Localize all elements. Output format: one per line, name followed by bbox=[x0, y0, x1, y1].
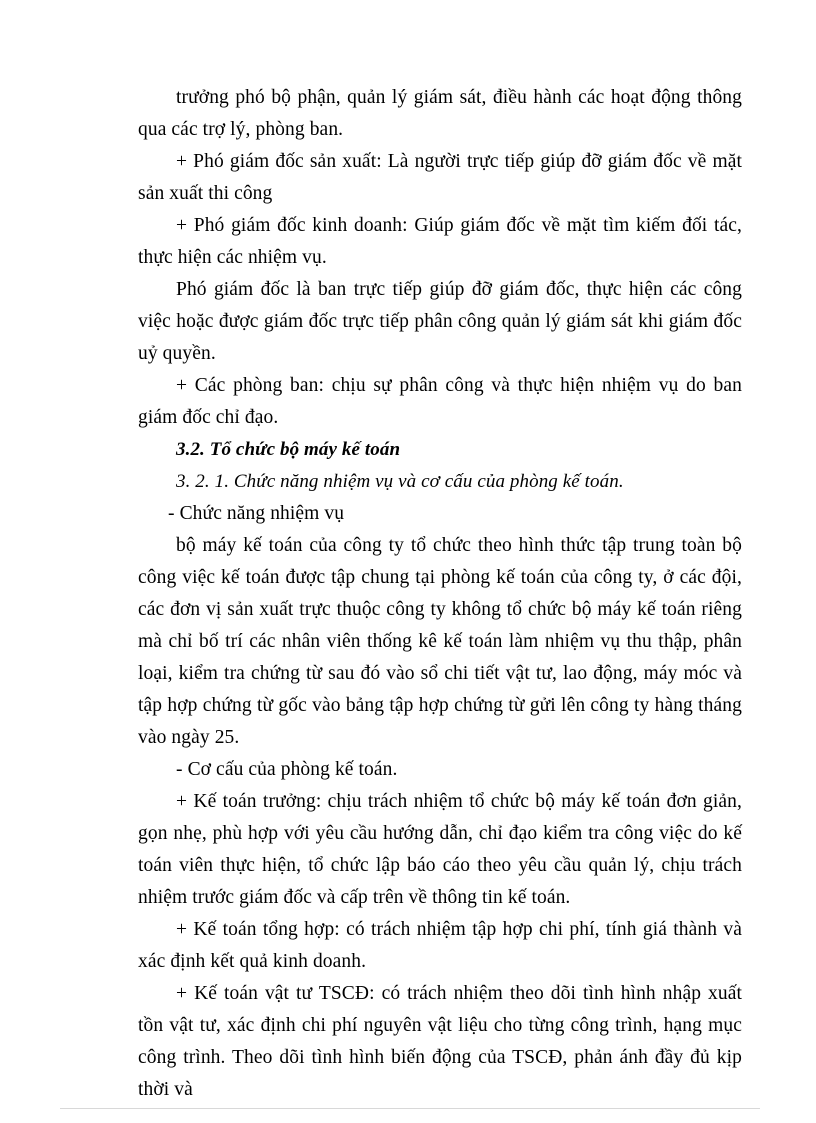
footer-divider bbox=[60, 1108, 760, 1109]
section-heading-3-2: 3.2. Tổ chức bộ máy kế toán bbox=[176, 439, 401, 460]
subsection-heading-3-2-1: 3. 2. 1. Chức năng nhiệm vụ và cơ cấu của phòng kế toán. bbox=[176, 471, 624, 492]
paragraph-deputy-role: Phó giám đốc là ban trực tiếp giúp đỡ giám đốc, thực hiện các công việc hoặc được giám đốc trực tiếp phân công quản lý giám sát khi giám đốc uỷ quyền. bbox=[138, 279, 742, 364]
list-item-functions-duties: - Chức năng nhiệm vụ bbox=[168, 503, 345, 524]
paragraph-general-accountant: + Kế toán tổng hợp: có trách nhiệm tập hợp chi phí, tính giá thành và xác định kết quả kinh doanh. bbox=[138, 919, 742, 972]
document-body bbox=[138, 82, 742, 1106]
paragraph-chief-accountant: + Kế toán trưởng: chịu trách nhiệm tổ chức bộ máy kế toán đơn giản, gọn nhẹ, phù hợp với yêu cầu hướng dẫn, chỉ đạo kiểm tra công việc do kế toán viên thực hiện, tổ chức lập báo cáo theo yêu cầu quản lý, chịu trách nhiệm trước giám đốc và cấp trên về thông tin kế toán. bbox=[138, 791, 742, 908]
paragraph-departments: + Các phòng ban: chịu sự phân công và thực hiện nhiệm vụ do ban giám đốc chỉ đạo. bbox=[138, 375, 742, 428]
paragraph-materials-accountant: + Kế toán vật tư TSCĐ: có trách nhiệm theo dõi tình hình nhập xuất tồn vật tư, xác định chi phí nguyên vật liệu cho từng công trình, hạng mục công trình. Theo dõi tình hình biến động của TSCĐ, phản ánh đầy đủ kịp thời và bbox=[138, 983, 742, 1100]
list-item-structure: - Cơ cấu của phòng kế toán. bbox=[176, 759, 398, 780]
paragraph-deputy-business: + Phó giám đốc kinh doanh: Giúp giám đốc về mặt tìm kiếm đối tác, thực hiện các nhiệm vụ. bbox=[138, 215, 742, 268]
paragraph-deputy-production: + Phó giám đốc sản xuất: Là người trực tiếp giúp đỡ giám đốc về mặt sản xuất thi công bbox=[138, 151, 742, 204]
paragraph-intro-manager: trưởng phó bộ phận, quản lý giám sát, điều hành các hoạt động thông qua các trợ lý, phòng ban. bbox=[138, 87, 742, 140]
paragraph-accounting-apparatus: bộ máy kế toán của công ty tổ chức theo hình thức tập trung toàn bộ công việc kế toán được tập chung tại phòng kế toán của công ty, ở các đội, các đơn vị sản xuất trực thuộc công ty không tổ chức bộ máy kế toán riêng mà chỉ bố trí các nhân viên thống kê kế toán làm nhiệm vụ thu thập, phân loại, kiểm tra chứng từ sau đó vào sổ chi tiết vật tư, lao động, máy móc và tập hợp chứng từ gốc vào bảng tập hợp chứng từ gửi lên công ty hàng tháng vào ngày 25. bbox=[138, 535, 742, 748]
